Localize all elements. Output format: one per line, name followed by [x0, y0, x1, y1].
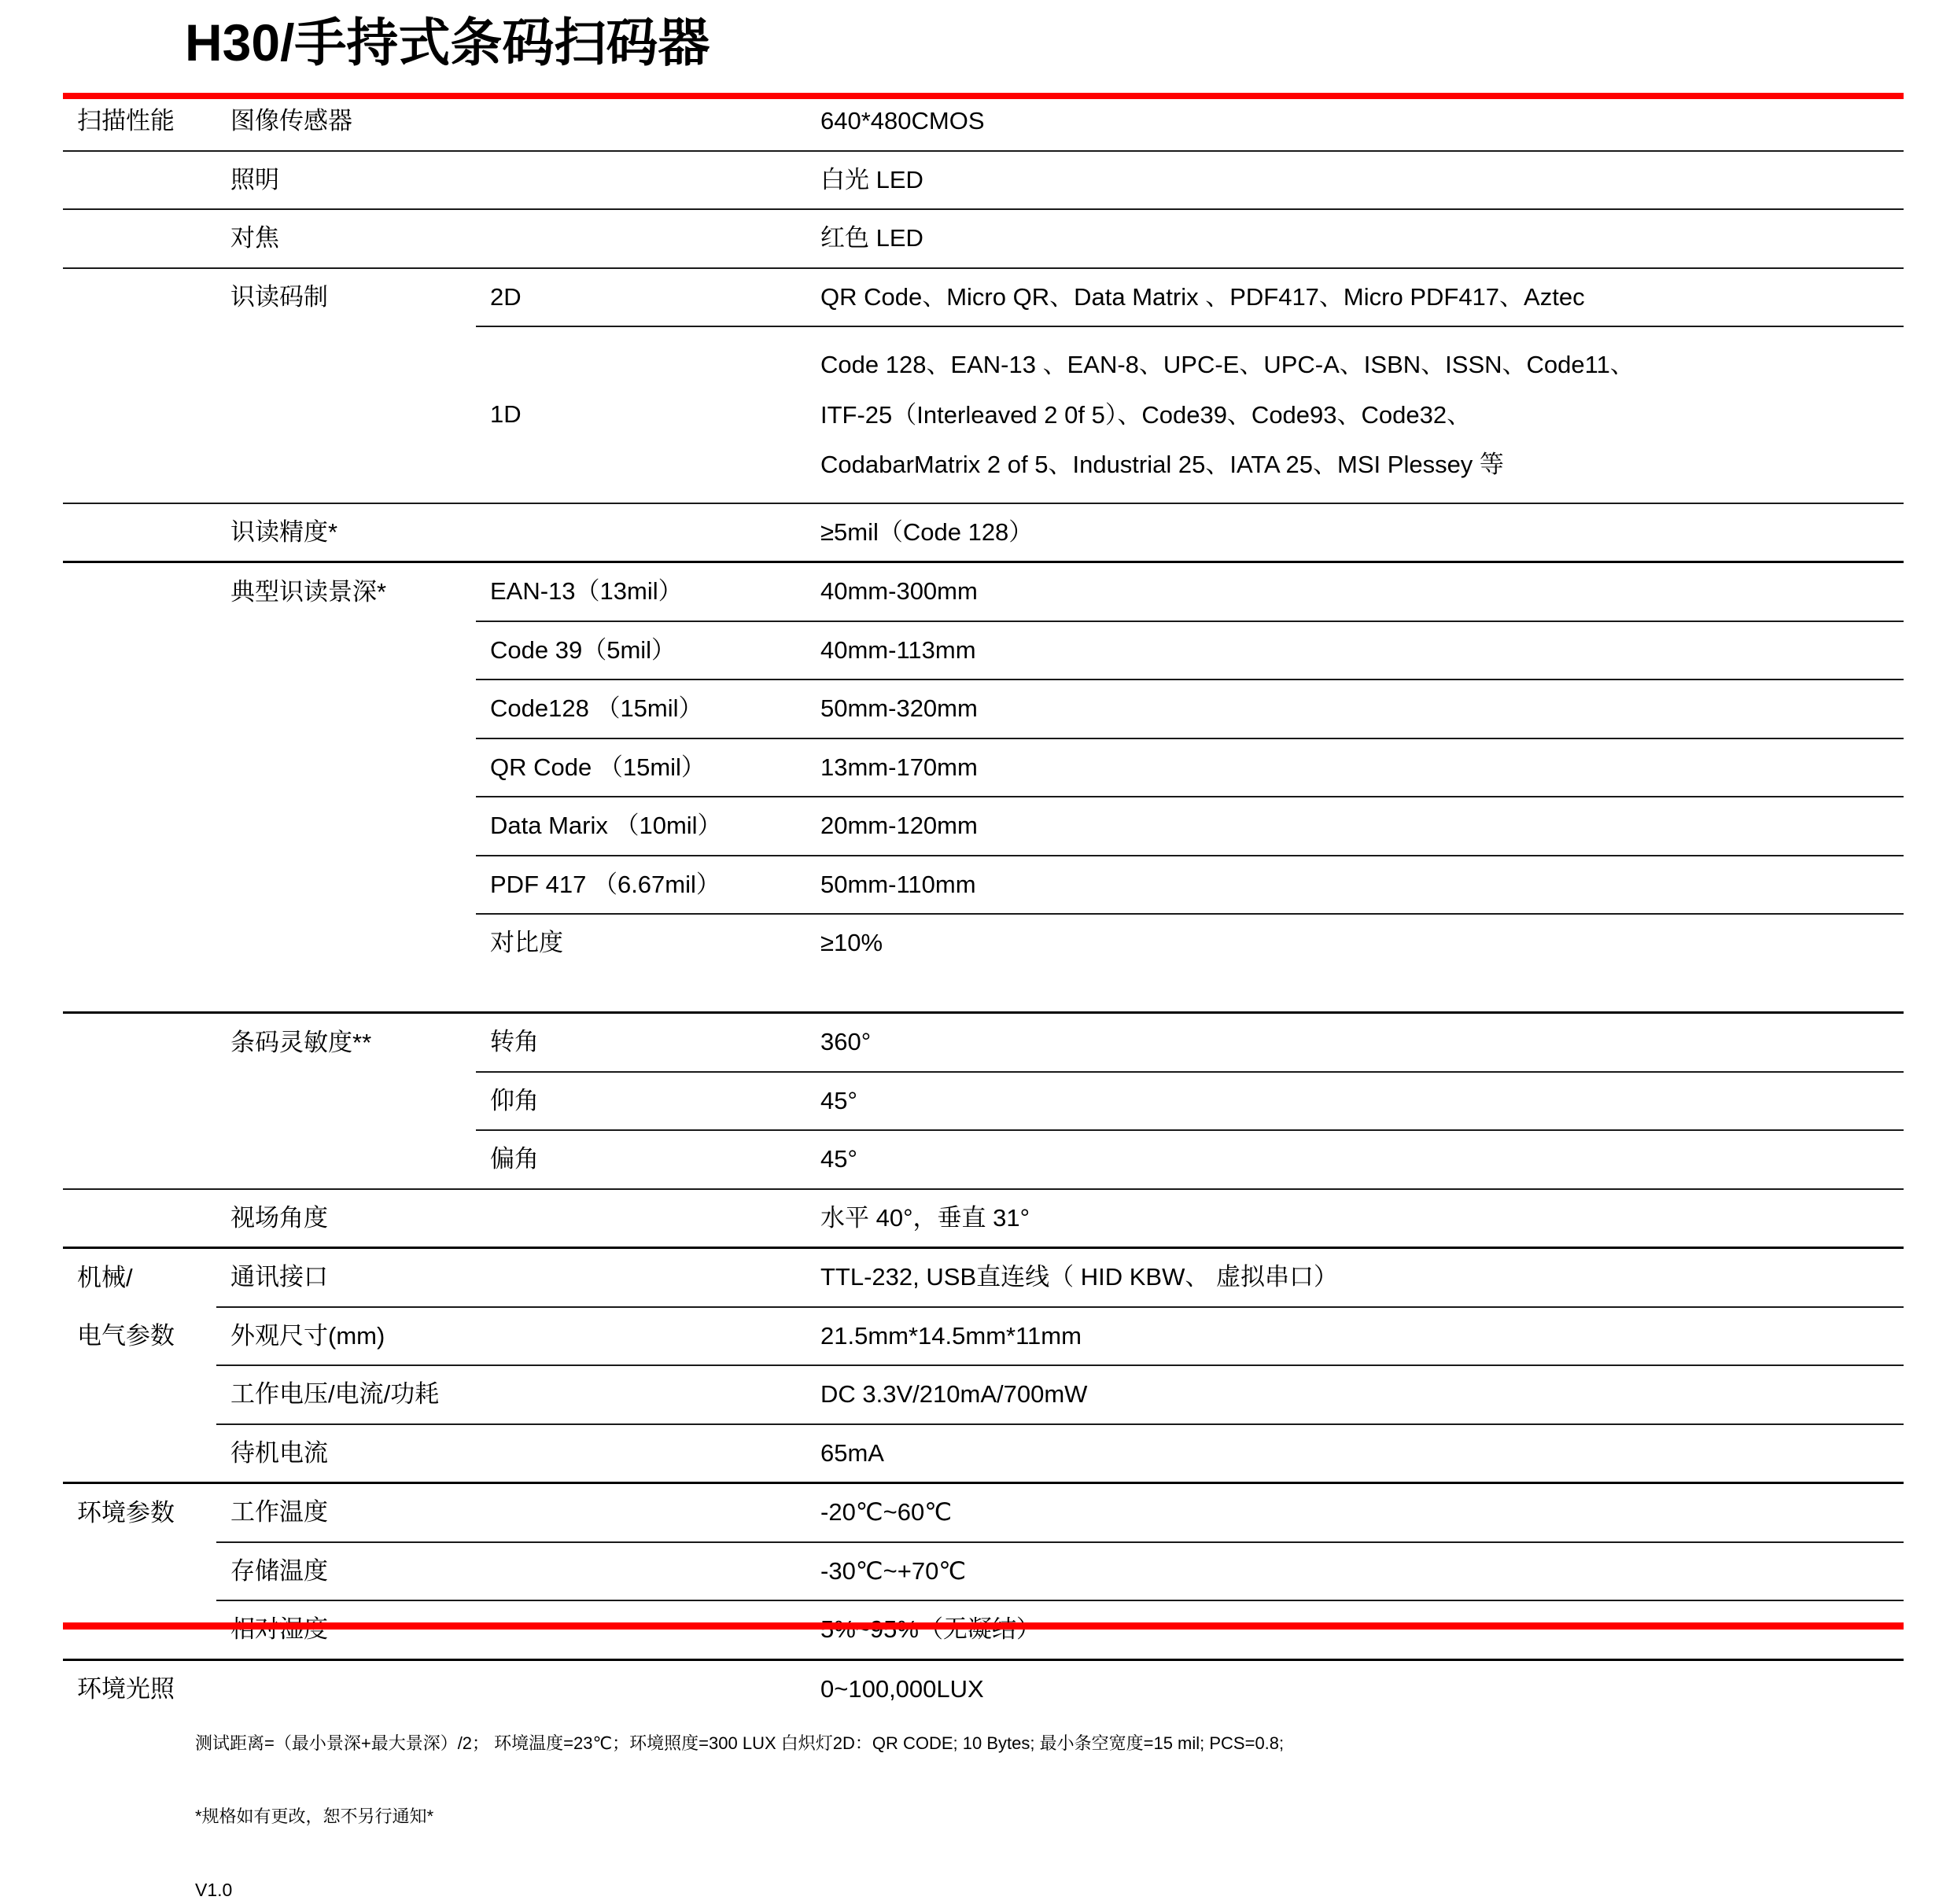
- row-sub: PDF 417 （6.67mil）: [476, 856, 806, 915]
- table-row: [63, 1365, 1904, 1424]
- table-row: [63, 93, 1904, 151]
- row-value: -30℃~+70℃: [806, 1542, 1904, 1601]
- row-value: [806, 1600, 1904, 1659]
- table-row: [63, 209, 1904, 268]
- row-value: 40mm-300mm: [806, 562, 1904, 621]
- table-row: [63, 1130, 1904, 1189]
- row-category: [63, 1542, 216, 1601]
- table-row: [63, 1600, 1904, 1659]
- row-name: 图像传感器: [216, 93, 476, 151]
- row-name: 存储温度: [216, 1542, 476, 1601]
- value-line: ITF-25（Interleaved 2 0f 5）、Code39、Code93、Code32、: [820, 400, 1472, 429]
- row-value: 50mm-320mm: [806, 679, 1904, 738]
- spacer-cell: [63, 972, 216, 1013]
- row-name: [216, 1130, 476, 1189]
- row-name: 典型识读景深*: [230, 577, 387, 606]
- row-name: [216, 326, 476, 503]
- row-value: 水平 40°，垂直 31°: [806, 1189, 1904, 1248]
- row-value: 白光 LED: [806, 151, 1904, 210]
- row-value: TTL-232, USB直连线（ HID KBW、 虚拟串口）: [806, 1248, 1904, 1307]
- document-version: V1.0: [195, 1880, 233, 1900]
- table-spacer-row: [63, 972, 1904, 1013]
- row-value: QR Code、Micro QR、Data Matrix 、PDF417、Micro PDF417、Aztec: [806, 268, 1904, 327]
- row-value: ≥10%: [820, 929, 883, 957]
- value-line: CodabarMatrix 2 of 5、Industrial 25、IATA 25、MSI Plessey 等: [820, 451, 1504, 479]
- row-sub: 对比度: [490, 929, 563, 957]
- row-sub: [476, 1659, 806, 1718]
- table-row: [63, 1542, 1904, 1601]
- row-sub: [476, 1189, 806, 1248]
- table-row: [63, 1659, 1904, 1718]
- row-name: [216, 679, 476, 738]
- table-row: [63, 1072, 1904, 1131]
- row-value: 50mm-110mm: [806, 856, 1904, 915]
- row-value: 13mm-170mm: [806, 738, 1904, 797]
- footnote-disclaimer: *规格如有更改，恕不另行通知*: [195, 1806, 434, 1826]
- row-name: 工作温度: [216, 1483, 476, 1542]
- row-category: [63, 268, 216, 327]
- row-category: [63, 1130, 216, 1189]
- row-sub: [476, 1542, 806, 1601]
- row-category: [63, 1424, 216, 1483]
- specification-table: [63, 93, 1904, 1718]
- row-sub: [476, 1365, 806, 1424]
- table-row: [63, 1013, 1904, 1072]
- row-category: [63, 856, 216, 915]
- row-sub: Data Marix （10mil）: [476, 797, 806, 856]
- table-row: [63, 268, 1904, 327]
- bottom-accent-bar: [63, 1622, 1904, 1630]
- row-value: 45°: [806, 1072, 1904, 1131]
- row-category: [63, 1072, 216, 1131]
- row-category: [63, 738, 216, 797]
- row-name: 条码灵敏度**: [216, 1013, 476, 1072]
- row-name: [216, 856, 476, 915]
- row-value: 21.5mm*14.5mm*11mm: [806, 1307, 1904, 1366]
- row-value: 40mm-113mm: [806, 621, 1904, 680]
- row-category: 环境光照: [77, 1674, 175, 1703]
- row-name: [216, 621, 476, 680]
- row-name: [216, 1659, 476, 1718]
- row-value: 640*480CMOS: [806, 93, 1904, 151]
- spacer-cell: [476, 972, 806, 1013]
- row-sub: Code 39（5mil）: [476, 621, 806, 680]
- row-name: 外观尺寸(mm): [216, 1307, 476, 1366]
- table-row: [63, 562, 1904, 621]
- row-category: [63, 1600, 216, 1659]
- row-category: [63, 562, 216, 621]
- row-value: 0~100,000LUX: [820, 1674, 984, 1703]
- row-category: 电气参数: [77, 1321, 175, 1350]
- row-name: [216, 1072, 476, 1131]
- row-sub: 仰角: [476, 1072, 806, 1131]
- row-name: 待机电流: [216, 1424, 476, 1483]
- row-sub: 偏角: [476, 1130, 806, 1189]
- row-name: [216, 738, 476, 797]
- row-sub: [476, 93, 806, 151]
- footnote-test-conditions: 测试距离=（最小景深+最大景深）/2； 环境温度=23℃；环境照度=300 LUX 白炽灯2D：QR CODE; 10 Bytes; 最小条空宽度=15 mil; PCS=0.8;: [195, 1733, 1285, 1753]
- spacer-cell: [806, 972, 1904, 1013]
- table-row: [63, 914, 1904, 972]
- table-row: [63, 151, 1904, 210]
- row-sub: [476, 503, 806, 562]
- table-row: [63, 1483, 1904, 1542]
- row-value: DC 3.3V/210mA/700mW: [806, 1365, 1904, 1424]
- row-category: [63, 914, 216, 972]
- row-category: [63, 326, 216, 503]
- row-value: 65mA: [806, 1424, 1904, 1483]
- row-value: ≥5mil（Code 128）: [806, 503, 1904, 562]
- row-name: [216, 914, 476, 972]
- row-category: [63, 503, 216, 562]
- row-name: 工作电压/电流/功耗: [216, 1365, 476, 1424]
- footnotes: [195, 1730, 1847, 1904]
- table-row: [63, 1248, 1904, 1307]
- row-sub: [476, 1248, 806, 1307]
- value-line: Code 128、EAN-13 、EAN-8、UPC-E、UPC-A、ISBN、ISSN、Code11、: [820, 351, 1635, 378]
- row-category: [63, 679, 216, 738]
- table-row: [63, 326, 1904, 503]
- row-name: 照明: [216, 151, 476, 210]
- row-sub: 转角: [476, 1013, 806, 1072]
- row-sub: [476, 1424, 806, 1483]
- row-name: 对焦: [216, 209, 476, 268]
- table-row: [63, 1424, 1904, 1483]
- row-sub: Code128 （15mil）: [476, 679, 806, 738]
- row-sub: [476, 1600, 806, 1659]
- spacer-cell: [216, 972, 476, 1013]
- row-name: 识读精度*: [216, 503, 476, 562]
- row-sub: [476, 151, 806, 210]
- row-value: 45°: [806, 1130, 1904, 1189]
- row-sub: [476, 209, 806, 268]
- table-row: [63, 1189, 1904, 1248]
- row-sub: [476, 1307, 806, 1366]
- row-category: 环境参数: [77, 1498, 175, 1527]
- row-sub: QR Code （15mil）: [476, 738, 806, 797]
- row-name: 视场角度: [216, 1189, 476, 1248]
- row-name: 通讯接口: [216, 1248, 476, 1307]
- row-sub: [476, 1483, 806, 1542]
- table-row: [63, 1307, 1904, 1366]
- row-category: [63, 1013, 216, 1072]
- row-sub: 1D: [476, 326, 806, 503]
- row-value: -20℃~60℃: [806, 1483, 1904, 1542]
- table-row: [63, 738, 1904, 797]
- row-value-multiline: [806, 326, 1904, 503]
- row-category: [63, 621, 216, 680]
- row-name: [216, 797, 476, 856]
- table-row: [63, 621, 1904, 680]
- table-row: [63, 797, 1904, 856]
- row-value: 20mm-120mm: [806, 797, 1904, 856]
- row-category: [63, 1365, 216, 1424]
- row-name: [216, 1600, 476, 1659]
- row-value: 360°: [806, 1013, 1904, 1072]
- row-sub: EAN-13（13mil）: [476, 562, 806, 621]
- row-value: 红色 LED: [806, 209, 1904, 268]
- row-name: 识读码制: [230, 283, 328, 311]
- row-category: [63, 797, 216, 856]
- table-row: [63, 503, 1904, 562]
- row-category: 机械/: [77, 1263, 133, 1291]
- row-category: 扫描性能: [63, 93, 216, 151]
- row-category: [63, 1189, 216, 1248]
- table-row: [63, 679, 1904, 738]
- row-sub: 2D: [476, 268, 806, 327]
- row-category: [63, 151, 216, 210]
- page-title: H30/手持式条码扫码器: [185, 13, 710, 72]
- row-category: [63, 209, 216, 268]
- table-row: [63, 856, 1904, 915]
